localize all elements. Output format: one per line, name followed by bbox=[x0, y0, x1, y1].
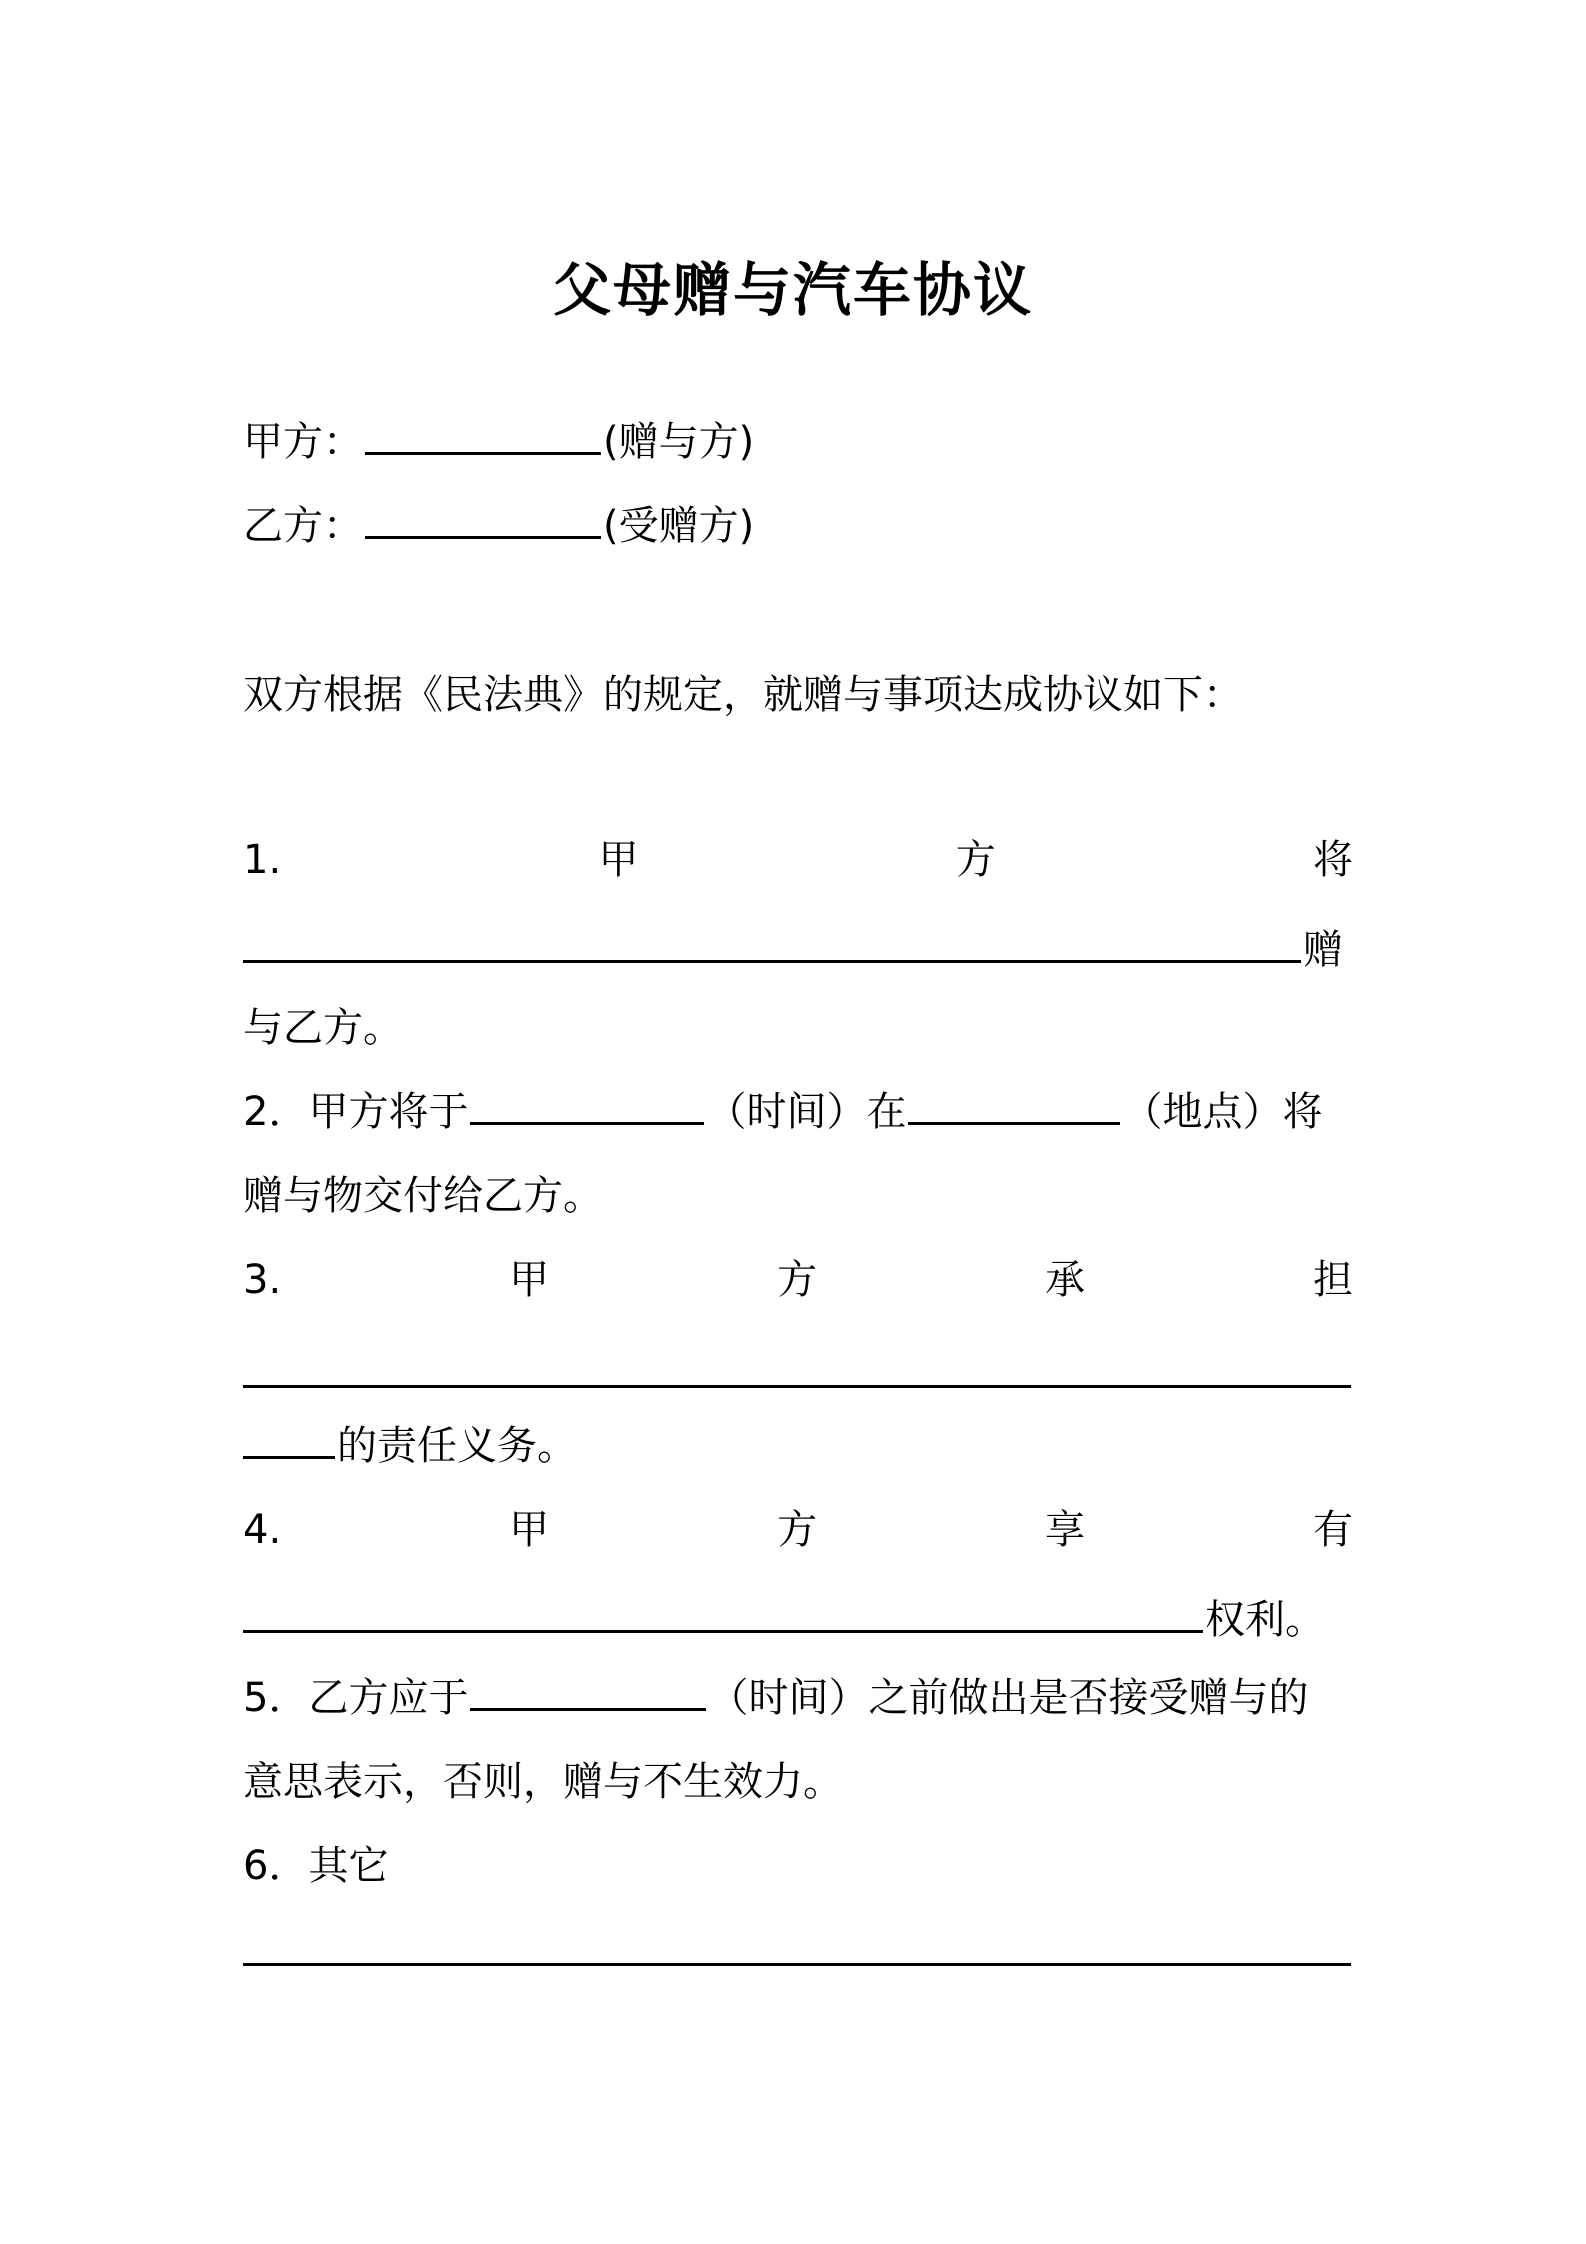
clause-2-place-blank[interactable] bbox=[908, 1082, 1120, 1125]
clause-3-row-3-tail: 的责任义务。 bbox=[337, 1423, 577, 1469]
party-a-role: (赠与方) bbox=[603, 419, 755, 465]
clause-4-char: 有 bbox=[1312, 1507, 1353, 1553]
clause-4-char: 方 bbox=[777, 1507, 818, 1553]
clause-2-time-blank[interactable] bbox=[470, 1082, 704, 1125]
clause-3-char: 承 bbox=[1045, 1257, 1086, 1303]
clause-2-part-1: 2．甲方将于 bbox=[243, 1089, 469, 1135]
clause-5-row-2: 意思表示，否则，赠与不生效力。 bbox=[243, 1759, 843, 1805]
party-b-line bbox=[243, 496, 1353, 556]
clause-6-blank[interactable] bbox=[243, 1918, 1351, 1966]
clause-5-row-1 bbox=[243, 1668, 1353, 1728]
clause-4-number: 4. bbox=[243, 1507, 282, 1553]
clause-4-row-2 bbox=[243, 1590, 1353, 1650]
clause-4-row-2-tail: 权利。 bbox=[1205, 1597, 1325, 1643]
clause-3-row-2 bbox=[243, 1340, 1353, 1388]
clause-1-number: 1. bbox=[243, 837, 282, 883]
clause-2-row-2: 赠与物交付给乙方。 bbox=[243, 1173, 603, 1219]
clause-1-char: 将 bbox=[1312, 837, 1353, 883]
clause-3-number: 3. bbox=[243, 1257, 282, 1303]
party-a-line bbox=[243, 412, 1353, 472]
clause-1-row-1 bbox=[243, 830, 1353, 890]
clause-6-row-2 bbox=[243, 1918, 1353, 1966]
party-a-label: 甲方： bbox=[243, 419, 363, 465]
clause-1-blank[interactable] bbox=[243, 920, 1301, 963]
party-b-label: 乙方： bbox=[243, 503, 363, 549]
preamble: 双方根据《民法典》的规定，就赠与事项达成协议如下： bbox=[243, 672, 1243, 718]
party-b-blank[interactable] bbox=[365, 496, 601, 539]
party-a-blank[interactable] bbox=[365, 412, 601, 455]
clause-3-row-3 bbox=[243, 1416, 1353, 1476]
clause-4-char: 甲 bbox=[509, 1507, 550, 1553]
clause-4-char: 享 bbox=[1045, 1507, 1086, 1553]
clause-6-label: 6．其它 bbox=[243, 1843, 389, 1889]
clause-3-char: 甲 bbox=[509, 1257, 550, 1303]
clause-1-row-3: 与乙方。 bbox=[243, 1005, 403, 1051]
clause-2-part-2: （时间）在 bbox=[706, 1089, 907, 1135]
document-title: 父母赠与汽车协议 bbox=[552, 256, 1033, 324]
clause-1-row-2-tail: 赠 bbox=[1303, 927, 1343, 973]
clause-3-char: 方 bbox=[777, 1257, 818, 1303]
clause-4-row-1 bbox=[243, 1500, 1353, 1560]
clause-3-blank[interactable] bbox=[243, 1340, 1351, 1388]
clause-5-part-2: （时间）之前做出是否接受赠与的 bbox=[708, 1675, 1309, 1721]
clause-2-part-3: （地点）将 bbox=[1122, 1089, 1323, 1135]
clause-5-part-1: 5．乙方应于 bbox=[243, 1675, 469, 1721]
party-b-role: (受赠方) bbox=[603, 503, 755, 549]
clause-3-row-1 bbox=[243, 1250, 1353, 1310]
clause-1-char: 方 bbox=[955, 837, 996, 883]
clause-1-row-2 bbox=[243, 920, 1353, 980]
clause-2-row-1 bbox=[243, 1082, 1353, 1142]
clause-1-char: 甲 bbox=[598, 837, 639, 883]
clause-5-time-blank[interactable] bbox=[470, 1668, 706, 1711]
clause-3-blank-tail[interactable] bbox=[243, 1416, 335, 1459]
clause-4-blank[interactable] bbox=[243, 1590, 1203, 1633]
clause-3-char: 担 bbox=[1312, 1257, 1353, 1303]
